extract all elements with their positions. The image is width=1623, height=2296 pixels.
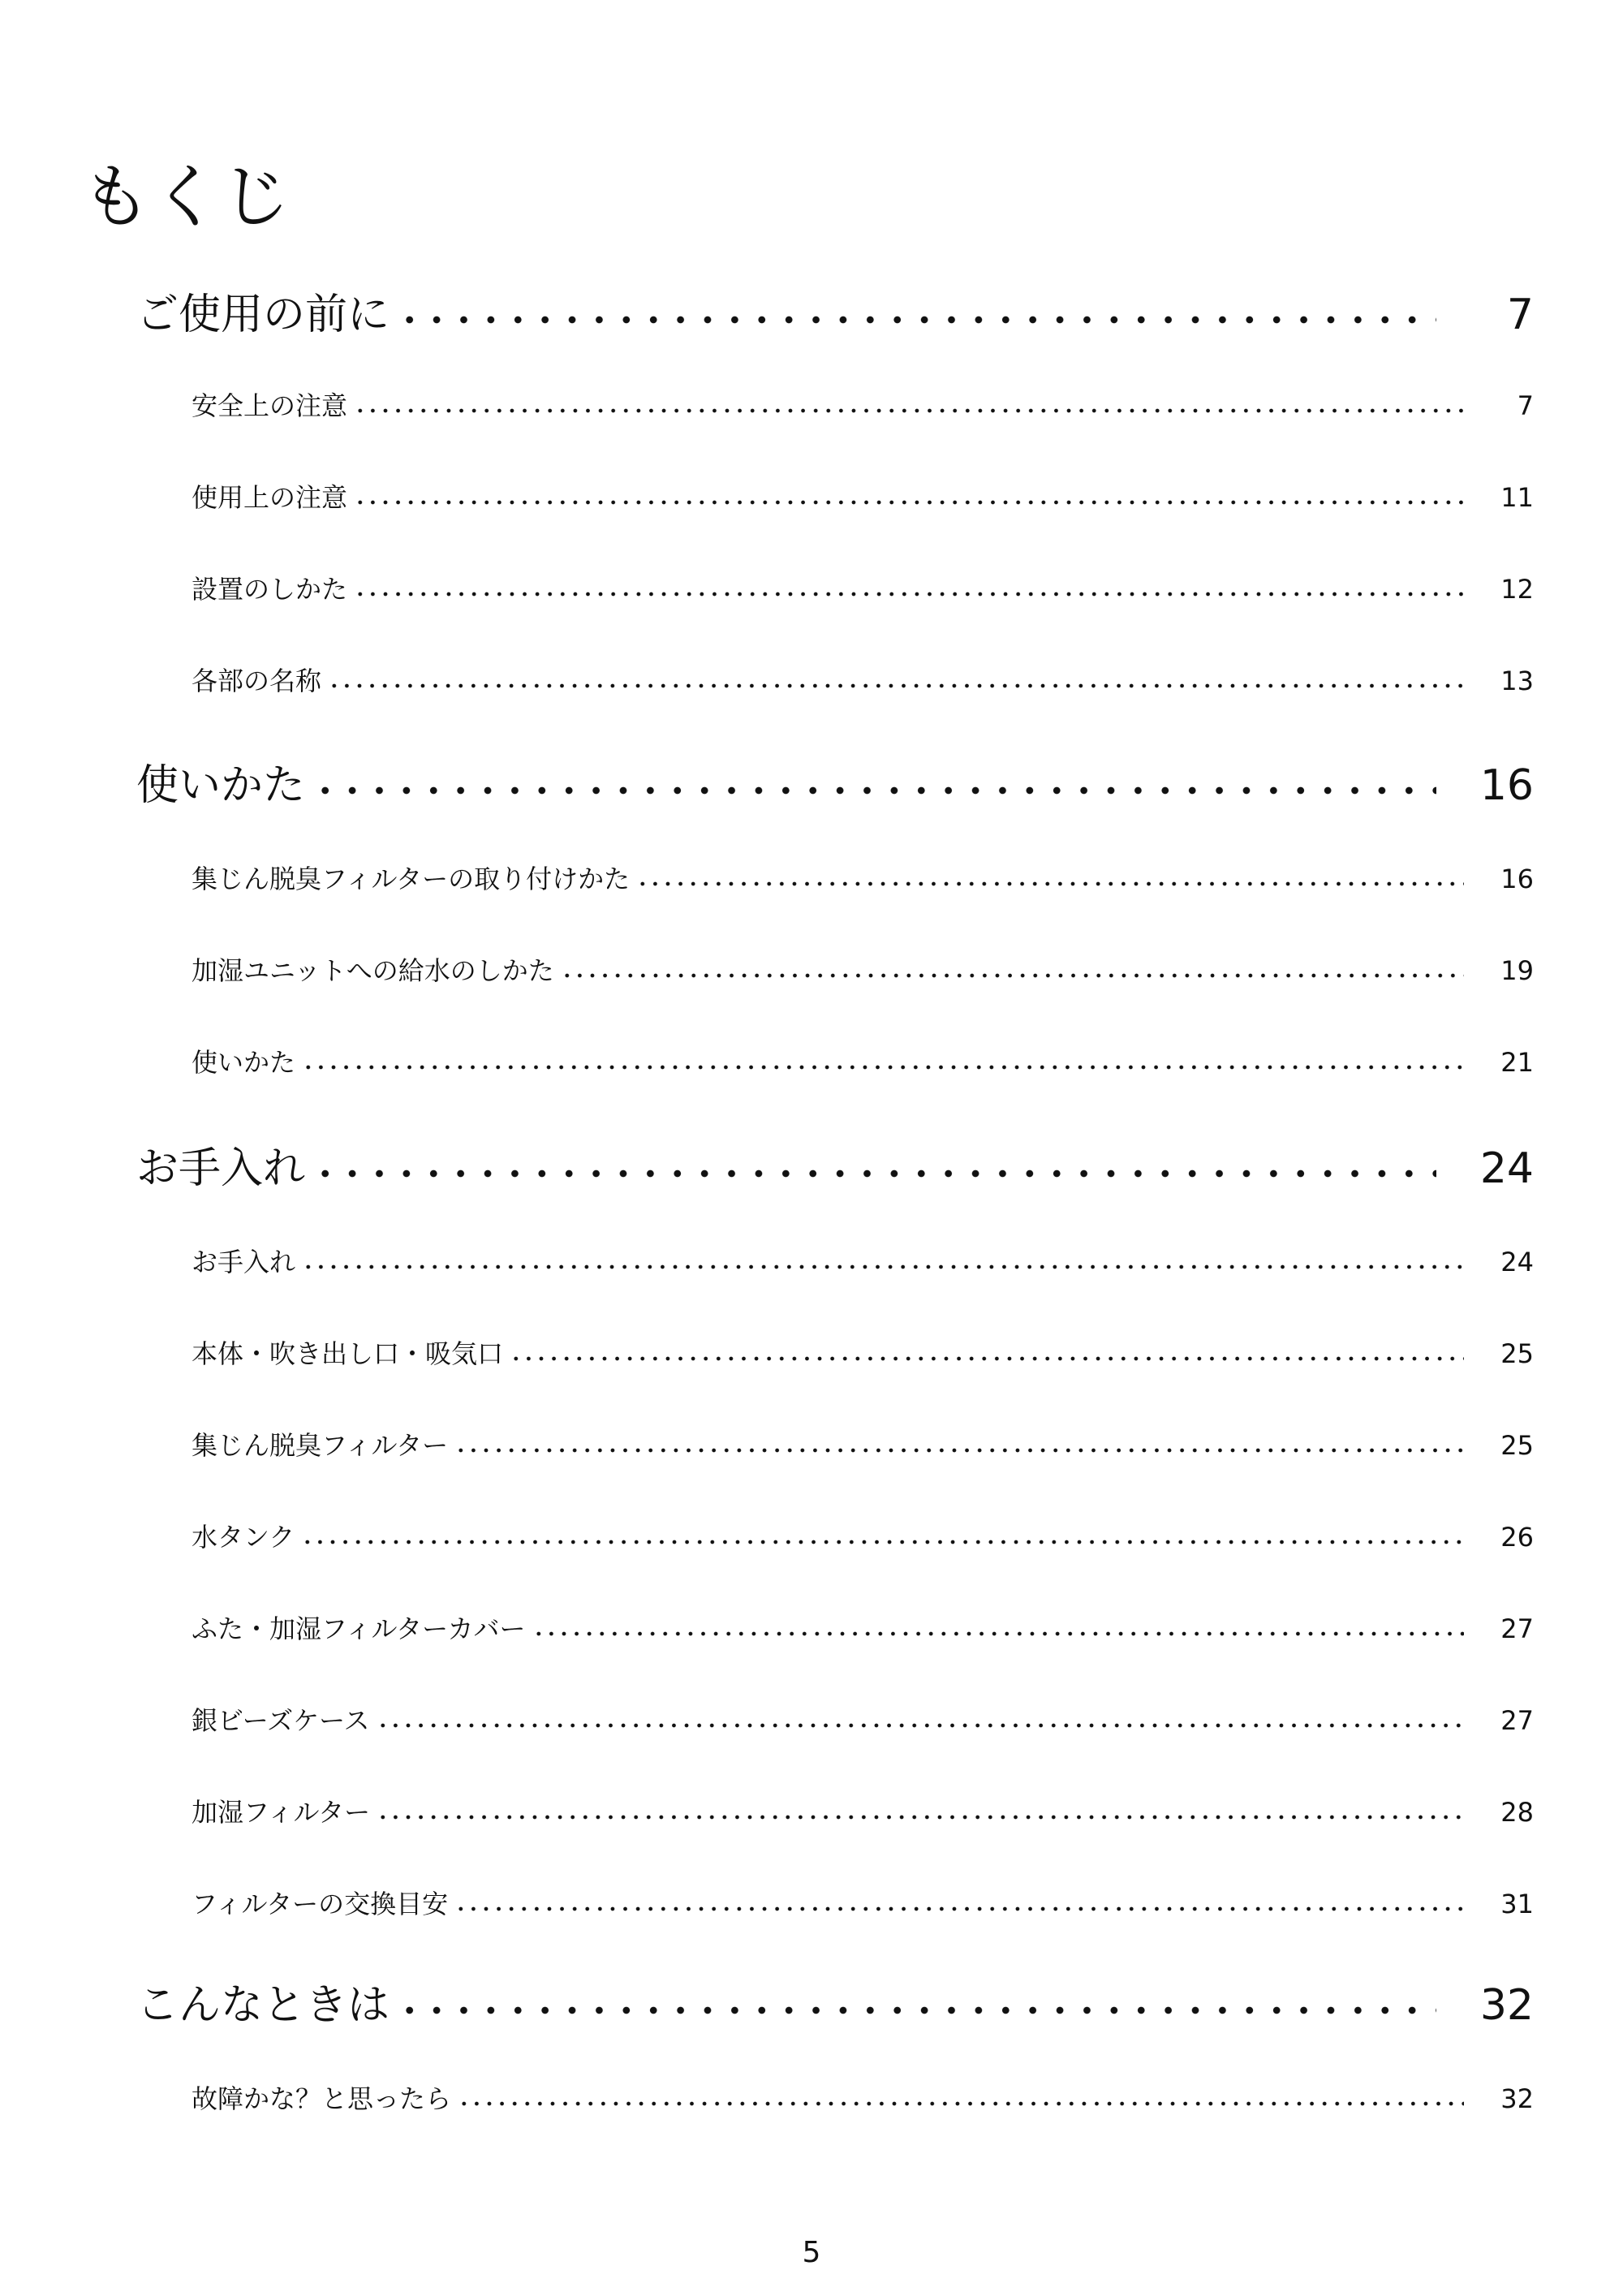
toc-item-title: 加湿フィルター	[192, 1797, 371, 1828]
toc-item-title: 集じん脱臭フィルター	[192, 1430, 449, 1461]
toc-section-title: ご使用の前に	[136, 291, 390, 339]
toc-item[interactable]	[192, 1333, 1534, 1369]
toc-item-title: 銀ビーズケース	[192, 1705, 370, 1736]
dot-leader	[458, 2098, 1464, 2109]
toc-item-page: 21	[1500, 1047, 1534, 1078]
toc-section-title: こんなときは	[136, 1981, 390, 2030]
page-number: 5	[802, 2236, 821, 2269]
toc-item-title: 安全上の注意	[192, 390, 348, 421]
dot-leader	[396, 2001, 1436, 2019]
dot-leader	[301, 1536, 1464, 1548]
toc-item-page: 24	[1500, 1247, 1534, 1277]
dot-leader	[312, 782, 1436, 799]
toc-item-page: 27	[1500, 1613, 1534, 1644]
toc-item-title: フィルターの交換目安	[192, 1889, 449, 1919]
toc-item-page: 32	[1500, 2083, 1534, 2114]
toc-item-title: 使いかた	[192, 1047, 296, 1078]
toc-item-title: 設置のしかた	[192, 574, 348, 605]
toc-item-page: 25	[1500, 1338, 1534, 1369]
dot-leader	[454, 1445, 1464, 1456]
dot-leader	[377, 1720, 1464, 1731]
toc-item[interactable]	[192, 950, 1534, 986]
toc-item-page: 25	[1500, 1430, 1534, 1461]
toc-section-troubleshooting[interactable]	[136, 1971, 1534, 2030]
toc-section-title: 使いかた	[136, 761, 306, 810]
toc-item-page: 31	[1500, 1889, 1534, 1919]
toc-item[interactable]	[192, 1517, 1534, 1553]
toc-item-title: 故障かな？と思ったら	[192, 2083, 452, 2114]
dot-leader	[302, 1261, 1464, 1273]
toc-item[interactable]	[192, 859, 1534, 894]
toc-item-page: 12	[1500, 574, 1534, 605]
toc-item-page: 16	[1500, 864, 1534, 894]
dot-leader	[377, 1811, 1464, 1823]
toc-item-title: 集じん脱臭フィルターの取り付けかた	[192, 864, 631, 894]
toc-section-page: 16	[1479, 761, 1534, 810]
dot-leader	[354, 497, 1464, 508]
toc-item-page: 28	[1500, 1797, 1534, 1828]
toc-item[interactable]	[192, 1792, 1534, 1828]
dot-leader	[302, 1062, 1464, 1073]
dot-leader	[354, 405, 1464, 416]
dot-leader	[532, 1628, 1464, 1639]
dot-leader	[328, 680, 1464, 691]
toc-section-maintenance[interactable]	[136, 1134, 1534, 1191]
toc-item-page: 27	[1500, 1705, 1534, 1736]
toc-item[interactable]	[192, 661, 1534, 696]
toc-item[interactable]	[192, 1700, 1534, 1736]
dot-leader	[354, 588, 1464, 600]
toc-item[interactable]	[192, 477, 1534, 513]
toc-item-title: お手入れ	[192, 1247, 296, 1277]
toc-item[interactable]	[192, 1609, 1534, 1644]
dot-leader	[636, 878, 1464, 890]
toc-item-title: 使用上の注意	[192, 482, 348, 513]
toc-item[interactable]	[192, 1242, 1534, 1277]
toc-section-title: お手入れ	[136, 1144, 306, 1193]
toc-item-title: 加湿ユニットへの給水のしかた	[192, 955, 554, 986]
toc-item-page: 13	[1500, 666, 1534, 696]
toc-item[interactable]	[192, 1042, 1534, 1078]
toc-item-page: 19	[1500, 955, 1534, 986]
toc-item-title: 水タンク	[192, 1522, 295, 1553]
toc-item[interactable]	[192, 569, 1534, 605]
dot-leader	[510, 1353, 1464, 1364]
toc-section-page: 24	[1479, 1144, 1534, 1193]
toc-section-how-to-use[interactable]	[136, 751, 1534, 808]
toc-section-page: 32	[1479, 1981, 1534, 2030]
toc-item[interactable]	[192, 1425, 1534, 1461]
toc-item[interactable]	[192, 386, 1534, 421]
toc-section-before-use[interactable]	[136, 280, 1534, 337]
dot-leader	[454, 1903, 1464, 1915]
toc-item-page: 7	[1517, 390, 1534, 421]
toc-section-page: 7	[1506, 291, 1534, 339]
toc-item-title: 本体・吹き出し口・吸気口	[192, 1338, 504, 1369]
toc-item-page: 26	[1500, 1522, 1534, 1553]
toc-item-page: 11	[1500, 482, 1534, 513]
page-title: もくじ	[81, 157, 291, 238]
toc-item[interactable]	[192, 1884, 1534, 1919]
dot-leader	[396, 311, 1436, 329]
toc-item-title: 各部の名称	[192, 666, 322, 696]
toc-item-title: ふた・加湿フィルターカバー	[192, 1613, 526, 1644]
dot-leader	[561, 970, 1464, 981]
dot-leader	[312, 1165, 1436, 1182]
toc-item[interactable]	[192, 2078, 1534, 2114]
